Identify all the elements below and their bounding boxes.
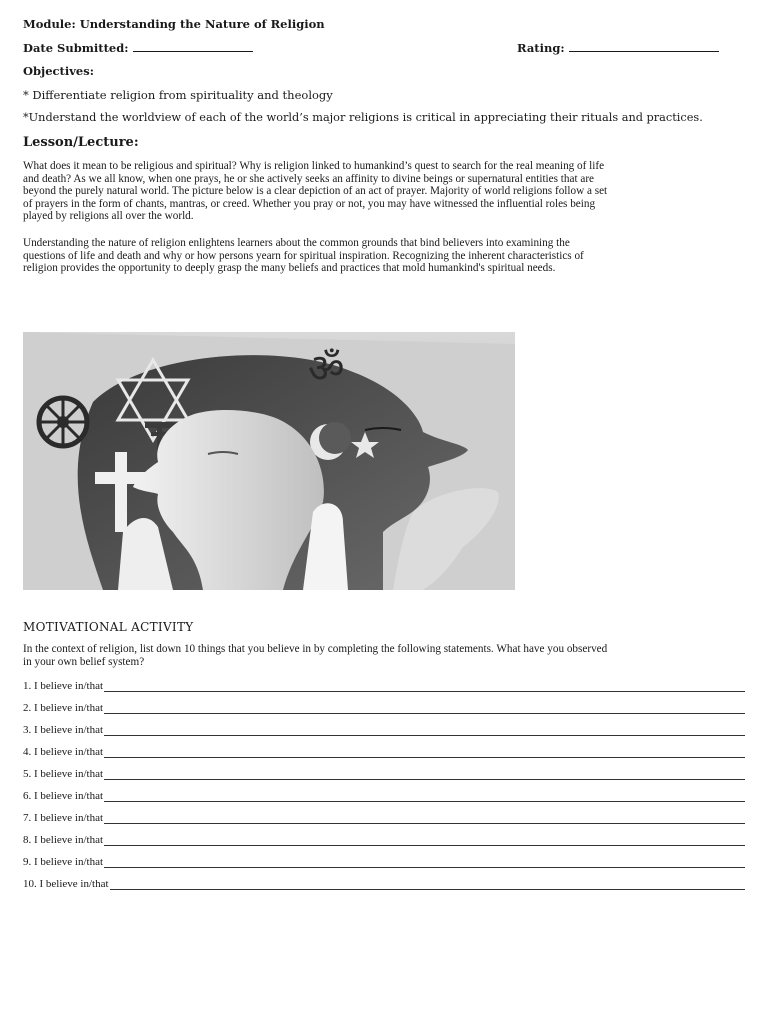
activity-instructions	[23, 643, 745, 668]
belief-statement	[23, 702, 745, 714]
date-field[interactable]	[133, 41, 253, 52]
statement-prompt: 3. I believe in/that	[23, 724, 104, 736]
statement-prompt: 9. I believe in/that	[23, 856, 104, 868]
statement-prompt: 8. I believe in/that	[23, 834, 104, 846]
belief-statement	[23, 856, 745, 868]
statement-blank[interactable]	[104, 748, 745, 758]
rating-line	[517, 41, 719, 55]
belief-statement	[23, 680, 745, 692]
om-icon: ॐ	[308, 346, 345, 392]
module-label: Module:	[23, 17, 76, 31]
module-title: Understanding the Nature of Religion	[79, 17, 325, 31]
lesson-paragraph-1	[23, 160, 745, 223]
paragraph-line: What does it mean to be religious and spiritual? Why is religion linked to humankind’s quest to search for the real meaning of life	[23, 160, 605, 172]
instruction-line: in your own belief system?	[23, 655, 145, 668]
belief-statement	[23, 834, 745, 846]
statement-prompt: 10. I believe in/that	[23, 878, 109, 890]
statement-prompt: 2. I believe in/that	[23, 702, 104, 714]
belief-statement	[23, 812, 745, 824]
belief-statement	[23, 724, 745, 736]
statement-blank[interactable]	[110, 880, 745, 890]
date-label: Date Submitted:	[23, 41, 129, 55]
statement-blank[interactable]	[104, 814, 745, 824]
activity-heading: MOTIVATIONAL ACTIVITY	[23, 620, 194, 634]
lesson-heading: Lesson/Lecture:	[23, 135, 139, 150]
paragraph-line: beyond the purely natural world. The picture below is a clear depiction of an act of prayer. Majority of world religions follow a set	[23, 185, 608, 198]
statement-blank[interactable]	[104, 836, 745, 846]
paragraph-line: played by religions all over the world.	[23, 210, 194, 223]
statement-blank[interactable]	[104, 792, 745, 802]
statement-prompt: 4. I believe in/that	[23, 746, 104, 758]
belief-statement	[23, 746, 745, 758]
lesson-paragraph-2	[23, 237, 745, 275]
rating-label: Rating:	[517, 41, 565, 55]
statement-prompt: 7. I believe in/that	[23, 812, 104, 824]
paragraph-line: religion provides the opportunity to deeply grasp the many beliefs and practices that mold humankind's spiritual needs.	[23, 262, 556, 275]
statement-blank[interactable]	[104, 858, 745, 868]
paragraph-line: of prayers in the form of chants, mantras, or creed. Whether you pray or not, you may have witnessed the influential roles being	[23, 197, 596, 210]
paragraph-line: questions of life and death and why or how persons yearn for spiritual inspiration. Recognizing the inherent characteristics of	[23, 249, 584, 262]
rating-field[interactable]	[569, 41, 719, 52]
module-line	[23, 17, 325, 31]
statement-blank[interactable]	[104, 682, 745, 692]
statement-prompt: 6. I believe in/that	[23, 790, 104, 802]
objective-item: *Understand the worldview of each of the world’s major religions is critical in appreciating their rituals and practices.	[23, 111, 703, 124]
paragraph-line: and death? As we all know, when one prays, he or she actively seeks an affinity to divine beings or supernatural entities that are	[23, 172, 595, 185]
objectives-label: Objectives:	[23, 64, 94, 78]
statement-prompt: 5. I believe in/that	[23, 768, 104, 780]
dharma-wheel-icon	[39, 398, 87, 446]
belief-statement	[23, 768, 745, 780]
belief-statement	[23, 790, 745, 802]
statement-blank[interactable]	[104, 704, 745, 714]
prayer-illustration	[23, 332, 515, 590]
paragraph-line: Understanding the nature of religion enlightens learners about the common grounds that bind believers into examining the	[23, 237, 570, 249]
objective-item: * Differentiate religion from spirituality and theology	[23, 88, 333, 102]
date-submitted-line	[23, 41, 253, 55]
instruction-line: In the context of religion, list down 10 things that you believe in by completing the following statements. What have you observed	[23, 643, 608, 655]
statement-blank[interactable]	[104, 770, 745, 780]
statement-blank[interactable]	[104, 726, 745, 736]
statement-prompt: 1. I believe in/that	[23, 680, 104, 692]
belief-statement	[23, 878, 745, 890]
